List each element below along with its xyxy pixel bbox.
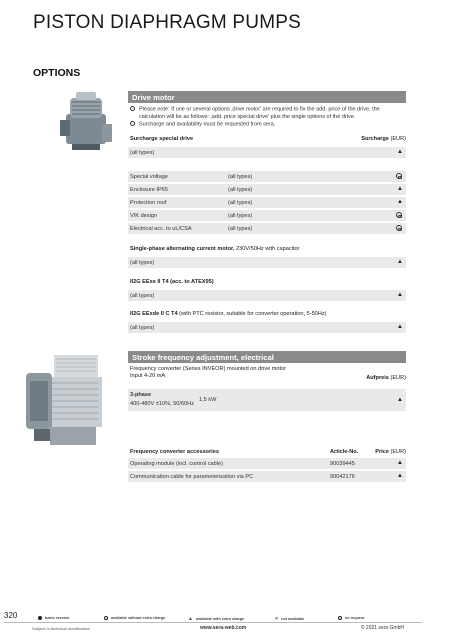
table-row: 3-phase 400-480V ±10%, 50/60Hz 1,5 kW ▲ [128, 389, 406, 411]
triangle-icon: ▲ [397, 149, 403, 155]
on-request-icon [338, 616, 342, 620]
triangle-icon: ▲ [397, 397, 403, 403]
triangle-icon: ▲ [397, 460, 403, 466]
triangle-icon: ▲ [397, 199, 403, 205]
converter-desc-1: Frequency converter (Series INVEOR) mounted on drive motor [130, 366, 287, 372]
single-phase-label: Single-phase alternating current motor, 230V/50Hz with capacitor [130, 246, 300, 252]
drive-motor-note: Please note: If one or several options ‚drive motor' are required to fix the add. price of the drive, the calculation will be as follows: ‚add. price special drive' plus the single options of the drive. Surcharge and availability must be requested from sera. [130, 106, 408, 128]
drive-motor-photo [58, 90, 114, 152]
triangle-icon: ▲ [397, 186, 403, 192]
table-row: VIK design (all types) [128, 210, 406, 221]
triangle-icon: ▲ [188, 616, 193, 622]
drive-motor-title: Drive motor [128, 91, 406, 103]
table-row: Enclosure IP65 (all types) ▲ [128, 184, 406, 195]
atex-label: II2G EExe II T4 (acc. to ATEX95) [130, 279, 214, 285]
on-request-icon [396, 212, 402, 218]
options-heading: OPTIONS [33, 67, 81, 79]
on-request-icon [396, 173, 402, 179]
website-link[interactable]: www.sera-web.com [200, 625, 247, 631]
footer-divider [4, 622, 422, 623]
disclaimer: Subject to technical modification! [32, 626, 91, 631]
table-row: Special voltage (all types) [128, 171, 406, 182]
aufpreis-label: Aufpreis (EUR) [366, 375, 406, 381]
page-title: PISTON DIAPHRAGM PUMPS [33, 12, 301, 33]
bullet-icon [130, 106, 135, 111]
table-row: (all types) ▲ [128, 290, 406, 301]
table-row: Electrical acc. to uL/CSA (all types) [128, 223, 406, 234]
surcharge-column-label: Surcharge (EUR) [361, 136, 406, 142]
triangle-icon: ▲ [397, 292, 403, 298]
table-row: (all types) ▲ [128, 257, 406, 268]
bullet-icon [130, 121, 135, 126]
table-row: Protection roof (all types) ▲ [128, 197, 406, 208]
article-no-header: Article-No. [330, 449, 359, 455]
triangle-icon: ▲ [397, 324, 403, 330]
frequency-converter-photo [24, 353, 104, 448]
table-row: (all types) ▲ [128, 322, 406, 333]
eexde-label: II2G EExde II C T4 (with PTC resistor, suitable for converter operation, 5-50Hz) [130, 311, 327, 317]
converter-desc-2: Input 4-20 mA [130, 373, 166, 379]
triangle-icon: ▲ [397, 473, 403, 479]
table-row: (all types) ▲ [128, 147, 406, 158]
cross-icon: ✕ [274, 616, 279, 622]
basic-version-icon [38, 616, 42, 620]
table-row: Communication cable for parameterization via PC 90042176 ▲ [128, 471, 406, 482]
stroke-frequency-title: Stroke frequency adjustment, electrical [128, 351, 406, 363]
no-charge-icon [104, 616, 108, 620]
triangle-icon: ▲ [397, 259, 403, 265]
table-row: Operating module (incl. control cable) 90039445 ▲ [128, 458, 406, 469]
accessories-header: Frequency converter accessories [130, 449, 219, 455]
surcharge-special-drive-label: Surcharge special drive [130, 136, 194, 142]
page-number: 320 [4, 611, 18, 620]
on-request-icon [396, 225, 402, 231]
price-header: Price (EUR) [375, 449, 406, 455]
copyright: © 2021 sera GmbH [360, 625, 404, 631]
